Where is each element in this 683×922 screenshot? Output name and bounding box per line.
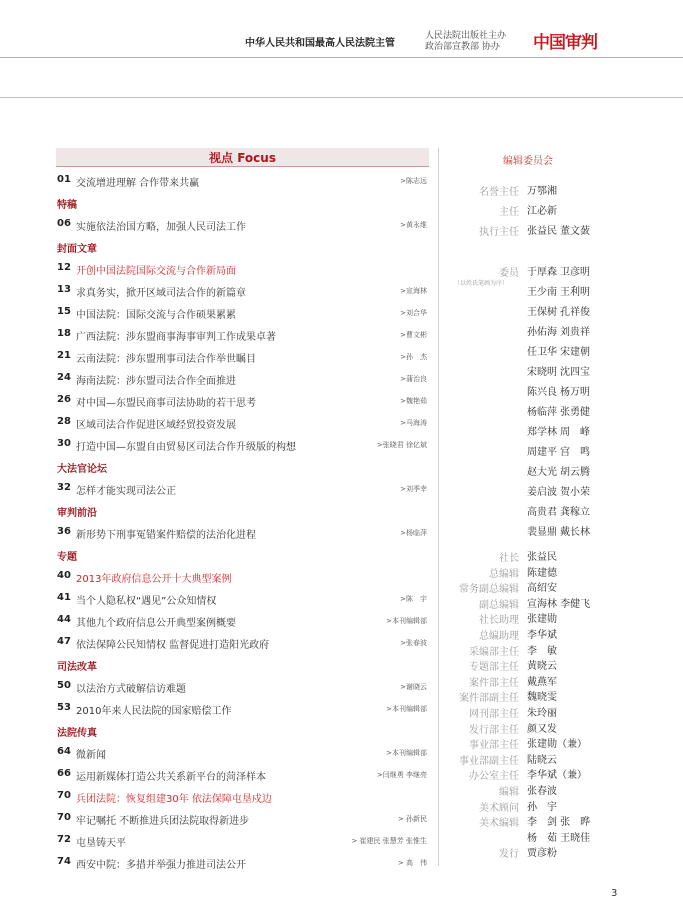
- staff-name: 颜又发: [527, 723, 557, 735]
- staff-name: 张春波: [527, 786, 557, 797]
- entry-title: 运用新媒体打造公共关系新平台的菏泽样本: [76, 772, 266, 783]
- toc-entry[interactable]: [56, 850, 429, 872]
- supervisor-line: 中华人民共和国最高人民法院主管: [245, 38, 395, 49]
- toc-entry[interactable]: [56, 366, 429, 388]
- entry-title: 其他九个政府信息公开典型案例概要: [76, 618, 236, 629]
- section-title: 视点 Focus: [209, 151, 276, 165]
- board-member-name: 于厚森: [527, 267, 557, 278]
- entry-title: 开创中国法院国际交流与合作新局面: [76, 266, 236, 277]
- board-row: [439, 321, 677, 339]
- entry-author: >刘合华: [400, 309, 427, 317]
- page-number: 3: [611, 888, 618, 899]
- staff-name: 宣海林 李健飞: [527, 598, 591, 610]
- entry-page-number: 70: [57, 790, 71, 801]
- category-label: 特稿: [57, 200, 77, 211]
- toc-entry[interactable]: [56, 476, 429, 498]
- entry-author: >魏艳茹: [400, 397, 427, 405]
- board-member-name: 张勇健: [560, 407, 590, 418]
- board-member-name: 刘贵祥: [560, 327, 590, 338]
- entry-page-number: 72: [57, 834, 71, 845]
- toc-entry[interactable]: [56, 344, 429, 366]
- toc-entry[interactable]: [56, 212, 429, 234]
- board-row: [439, 421, 677, 439]
- board-row: [439, 461, 677, 479]
- entry-author: >张春波: [400, 639, 427, 647]
- entry-page-number: 24: [57, 372, 71, 383]
- board-row: [439, 261, 677, 279]
- staff-name: 黄晓云: [527, 661, 557, 673]
- entry-author: > 崔建民 张慧芳 张惟生: [351, 837, 427, 845]
- board-member-name: 王保树: [527, 307, 557, 318]
- board-member-name: 裴显鼎: [527, 527, 557, 538]
- staff-name: 杨 茹 王晓佳: [527, 832, 591, 844]
- board-row: [439, 341, 677, 359]
- entry-page-number: 40: [57, 570, 71, 581]
- board-member-name: 戴长林: [560, 527, 590, 538]
- entry-title: 实施依法治国方略，加强人民司法工作: [76, 222, 246, 233]
- board-member-name: 胡云腾: [560, 467, 590, 478]
- entry-title: 依法保障公民知情权 监督促进打造阳光政府: [76, 640, 270, 651]
- entry-title: 对中国—东盟民商事司法协助的若干思考: [76, 398, 256, 409]
- entry-page-number: 32: [57, 482, 71, 493]
- board-member-name: 宋晓明: [527, 367, 557, 378]
- staff-name: 李华斌: [527, 630, 557, 641]
- staff-name: 张建勋: [527, 614, 557, 626]
- toc-entry[interactable]: [56, 388, 429, 410]
- staff-role-label: 发行: [499, 849, 519, 861]
- entry-title: 新形势下刑事冤错案件赔偿的法治化进程: [76, 530, 256, 541]
- board-row: [439, 220, 677, 238]
- toc-section-bar: [56, 148, 429, 167]
- entry-title: 2013年政府信息公开十大典型案例: [76, 574, 232, 585]
- toc-entry[interactable]: [56, 784, 429, 806]
- board-row: [439, 361, 677, 379]
- entry-title: 求真务实，掀开区域司法合作的新篇章: [76, 288, 246, 299]
- entry-title: 区域司法合作促进区域经贸投资发展: [76, 420, 236, 431]
- entry-author: > 孙新民: [397, 815, 427, 823]
- entry-page-number: 44: [57, 614, 71, 625]
- toc-entry[interactable]: [56, 278, 429, 300]
- entry-page-number: 13: [57, 284, 71, 295]
- board-role-label: 执行主任: [479, 227, 519, 238]
- table-of-contents: [56, 168, 429, 872]
- board-member-name: 陈兴良: [527, 387, 557, 398]
- toc-category: [56, 542, 429, 564]
- sponsor-lines: [425, 31, 506, 53]
- masthead: [0, 0, 683, 58]
- board-role-label: 名誉主任: [479, 187, 519, 198]
- entry-page-number: 30: [57, 438, 71, 449]
- toc-entry[interactable]: [56, 322, 429, 344]
- toc-entry[interactable]: [56, 806, 429, 828]
- entry-title: 牢记嘱托 不断推进兵团法院取得新进步: [76, 816, 250, 827]
- board-row: [439, 281, 677, 299]
- entry-author: >谢晓云: [400, 683, 427, 691]
- staff-role-label: 总编助理: [479, 631, 519, 642]
- category-label: 大法官论坛: [57, 464, 107, 475]
- toc-entry[interactable]: [56, 586, 429, 608]
- entry-page-number: 18: [57, 328, 71, 339]
- entry-page-number: 01: [57, 174, 71, 185]
- staff-name: 孙 宇: [527, 801, 557, 813]
- board-member-name: 万鄂湘: [527, 186, 557, 197]
- toc-entry[interactable]: [56, 432, 429, 454]
- board-member-name: 宋建朝: [560, 347, 590, 358]
- board-member-name: 周 峰: [560, 427, 590, 438]
- entry-page-number: 15: [57, 306, 71, 317]
- board-member-name: 郑学林: [527, 427, 557, 438]
- staff-role-label: 美术顾问: [479, 802, 519, 814]
- board-row: [439, 501, 677, 519]
- board-note: （以姓氏笔画为序）: [454, 280, 509, 287]
- staff-role-label: 总编辑: [489, 568, 519, 580]
- entry-author: >闫继勇 李继亮: [376, 771, 427, 779]
- board-row: [439, 521, 677, 539]
- board-row: [439, 401, 677, 419]
- entry-title: 2010年来人民法院的国家赔偿工作: [76, 706, 232, 717]
- board-row: [439, 381, 677, 399]
- entry-page-number: 12: [57, 262, 71, 273]
- entry-page-number: 36: [57, 526, 71, 537]
- board-member-name: 王利明: [560, 287, 590, 298]
- entry-title: 海南法院：涉东盟司法合作全面推进: [76, 376, 236, 387]
- board-member-name: 王少南: [527, 287, 557, 298]
- board-member-name: 周建平: [527, 447, 557, 458]
- entry-title: 当个人隐私权“遇见”公众知情权: [76, 596, 217, 607]
- toc-entry[interactable]: [56, 762, 429, 784]
- entry-title: 微新闻: [76, 750, 106, 761]
- entry-title: 怎样才能实现司法公正: [76, 486, 176, 497]
- toc-category: [56, 454, 429, 476]
- board-member-name: 任卫华: [527, 347, 557, 358]
- board-member-name: 卫彦明: [560, 267, 590, 278]
- board-member-name: 张益民: [527, 226, 557, 237]
- entry-title: 云南法院：涉东盟刑事司法合作举世瞩目: [76, 354, 256, 365]
- staff-role-label: 编辑: [499, 787, 519, 798]
- magazine-logo: 中国审判: [533, 33, 597, 53]
- staff-name: 李 敏: [527, 645, 557, 657]
- board-member-name: 沈四宝: [560, 367, 590, 378]
- staff-role-label: 社长助理: [479, 615, 519, 627]
- toc-entry[interactable]: [56, 828, 429, 850]
- toc-entry[interactable]: [56, 740, 429, 762]
- entry-page-number: 74: [57, 856, 71, 867]
- board-member-name: 赵大光: [527, 467, 557, 478]
- toc-category: [56, 652, 429, 674]
- toc-entry[interactable]: [56, 608, 429, 630]
- staff-role-label: 美术编辑: [479, 818, 519, 830]
- entry-author: >本刊编辑部: [386, 705, 427, 713]
- entry-page-number: 47: [57, 636, 71, 647]
- staff-name: 贾彦粉: [527, 848, 557, 860]
- board-member-name: 杨万明: [560, 387, 590, 398]
- entry-title: 交流增进理解 合作带来共赢: [76, 178, 200, 189]
- entry-author: >本刊编辑部: [386, 617, 427, 625]
- board-member-name: 高贵君: [527, 507, 557, 518]
- entry-title: 以法治方式破解信访难题: [76, 684, 186, 695]
- entry-title: 中国法院：国际交流与合作硕果累累: [76, 310, 236, 321]
- entry-title: 兵团法院：恢复组建30年 依法保障屯垦戍边: [76, 794, 272, 805]
- board-member-name: 孔祥俊: [560, 307, 590, 318]
- category-label: 司法改革: [57, 662, 97, 673]
- staff-name: 李华斌（兼）: [527, 770, 587, 782]
- board-role-label: 委员: [499, 268, 519, 279]
- board-member-name: 董文蔹: [560, 226, 590, 237]
- category-label: 专题: [57, 552, 77, 563]
- board-member-name: 宫 鸣: [560, 447, 590, 458]
- entry-page-number: 50: [57, 680, 71, 691]
- staff-name: 陆晓云: [527, 754, 557, 766]
- staff-name: 戴燕军: [527, 676, 557, 688]
- board-row: [439, 180, 677, 198]
- entry-page-number: 53: [57, 702, 71, 713]
- board-member-name: 姜启波: [527, 487, 557, 498]
- staff-name: 陈建德: [527, 567, 557, 579]
- board-row: [439, 481, 677, 499]
- entry-author: >黄永维: [400, 221, 427, 229]
- staff-role-label: 采编部主任: [469, 646, 519, 658]
- staff-role-label: 常务副总编辑: [459, 584, 519, 596]
- entry-page-number: 06: [57, 218, 71, 229]
- category-label: 封面文章: [57, 244, 97, 255]
- staff-name: 李 剑 张 晔: [527, 817, 591, 829]
- staff-name: 朱玲丽: [527, 708, 557, 719]
- top-divider: [0, 97, 683, 98]
- entry-title: 广西法院：涉东盟商事海事审判工作成果卓著: [76, 332, 276, 343]
- board-member-name: 贺小荣: [560, 487, 590, 498]
- entry-title: 屯垦铸天平: [76, 838, 126, 849]
- entry-author: >曹文彬: [400, 331, 427, 339]
- entry-author: >马海涛: [400, 419, 427, 427]
- entry-title: 西安中院：多措并举强力推进司法公开: [76, 860, 246, 871]
- entry-author: >陈志远: [400, 177, 427, 185]
- toc-entry[interactable]: [56, 674, 429, 696]
- staff-role-label: 网刊部主任: [469, 709, 519, 720]
- staff-name: 张益民: [527, 552, 557, 563]
- entry-title: 打造中国—东盟自由贸易区司法合作升级版的构想: [76, 442, 296, 453]
- board-row: [439, 200, 677, 218]
- staff-name: 魏晓雯: [527, 692, 557, 704]
- category-label: 法院传真: [57, 728, 97, 739]
- entry-page-number: 28: [57, 416, 71, 427]
- toc-entry[interactable]: [56, 168, 429, 190]
- toc-category: [56, 234, 429, 256]
- staff-role-label: 案件部主任: [469, 677, 519, 689]
- staff-name: 高绍安: [527, 583, 557, 595]
- staff-role-label: 事业部主任: [469, 740, 519, 752]
- toc-entry[interactable]: [56, 630, 429, 652]
- entry-author: >蒲治良: [400, 375, 427, 383]
- entry-page-number: 26: [57, 394, 71, 405]
- toc-entry[interactable]: [56, 564, 429, 586]
- toc-category: [56, 718, 429, 740]
- toc-entry[interactable]: [56, 520, 429, 542]
- toc-entry[interactable]: [56, 696, 429, 718]
- board-member-name: 龚稼立: [560, 507, 590, 518]
- entry-author: >刘季幸: [400, 485, 427, 493]
- board-row: [439, 301, 677, 319]
- sponsor-line-2: 政治部宣教部 协办: [425, 42, 500, 52]
- toc-category: [56, 190, 429, 212]
- entry-author: >本刊编辑部: [386, 749, 427, 757]
- entry-author: >宣海林: [400, 287, 427, 295]
- toc-entry[interactable]: [56, 256, 429, 278]
- entry-page-number: 70: [57, 812, 71, 823]
- board-role-label: 主任: [499, 207, 519, 218]
- toc-entry[interactable]: [56, 410, 429, 432]
- board-member-name: 江必新: [527, 206, 557, 217]
- category-label: 审判前沿: [57, 508, 97, 519]
- header-divider: [0, 57, 683, 58]
- staff-role-label: 事业部副主任: [459, 755, 519, 767]
- editorial-board-title: 编辑委员会: [503, 156, 553, 167]
- entry-page-number: 66: [57, 768, 71, 779]
- entry-author: > 高 伟: [397, 859, 427, 867]
- staff-role-label: 副总编辑: [479, 599, 519, 611]
- entry-author: >孙 杰: [400, 353, 427, 361]
- board-row: [439, 441, 677, 459]
- sponsor-line-1: 人民法院出版社主办: [425, 31, 507, 41]
- staff-name: 张建勋（兼）: [527, 739, 587, 751]
- staff-role-label: 发行部主任: [469, 724, 519, 736]
- entry-page-number: 21: [57, 350, 71, 361]
- staff-role-label: 办公室主任: [469, 771, 519, 783]
- entry-author: >杨临萍: [400, 529, 427, 537]
- staff-role-label: 案件部副主任: [459, 693, 519, 705]
- entry-author: >张晓君 徐亿斌: [376, 441, 427, 449]
- toc-entry[interactable]: [56, 300, 429, 322]
- staff-role-label: 专题部主任: [469, 662, 519, 674]
- entry-page-number: 41: [57, 592, 71, 603]
- toc-category: [56, 498, 429, 520]
- entry-author: >陈 宇: [400, 595, 427, 603]
- board-member-name: 杨临萍: [527, 407, 557, 418]
- board-member-name: 孙佑海: [527, 327, 557, 338]
- entry-page-number: 64: [57, 746, 71, 757]
- staff-row: [439, 842, 677, 860]
- staff-role-label: 社长: [499, 553, 519, 564]
